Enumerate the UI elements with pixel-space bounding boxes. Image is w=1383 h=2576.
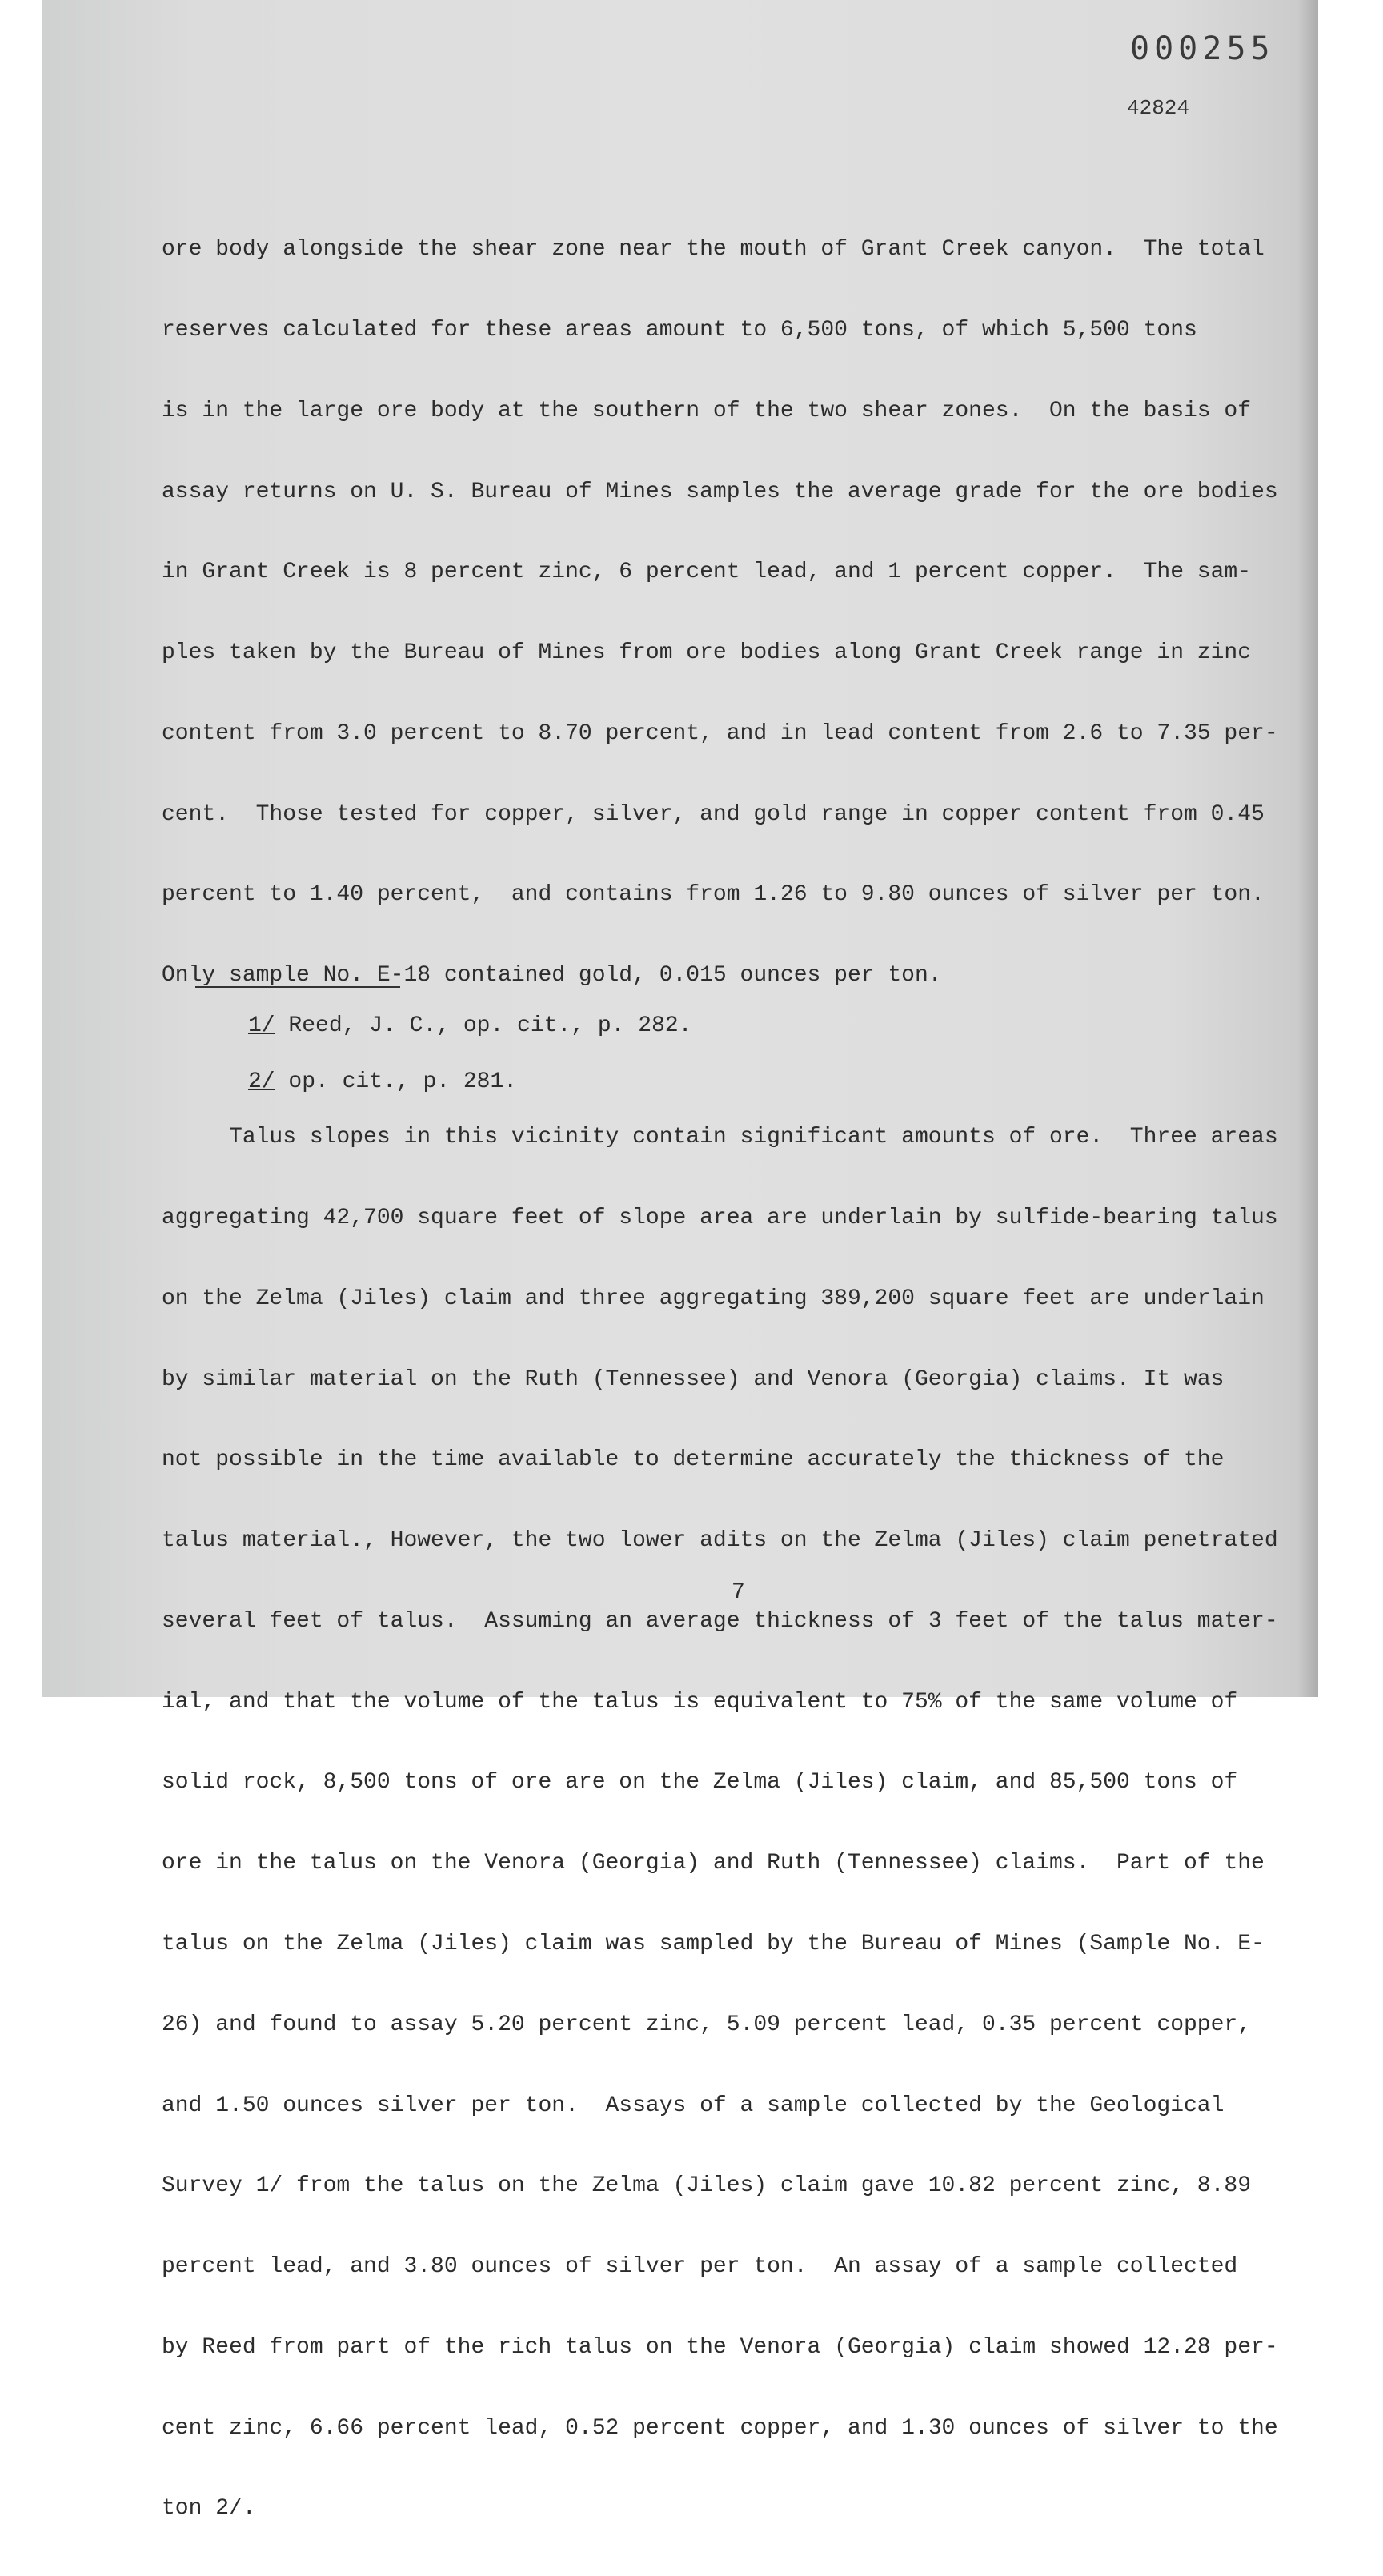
text-line: is in the large ore body at the southern of the two shear zones. On the basis of: [162, 398, 1252, 423]
text-line: cent. Those tested for copper, silver, and gold range in copper content from 0.45: [162, 801, 1265, 827]
text-line: on the Zelma (Jiles) claim and three aggregating 389,200 square feet are underlain: [162, 1286, 1265, 1311]
text-line: reserves calculated for these areas amount to 6,500 tons, of which 5,500 tons: [162, 317, 1197, 343]
footnotes: [248, 1013, 692, 1097]
footnote-1: [248, 1013, 692, 1041]
text-line: ton 2/.: [162, 2496, 256, 2522]
text-line: talus on the Zelma (Jiles) claim was sampled by the Bureau of Mines (Sample No. E-: [162, 1932, 1265, 1956]
text-line: Survey 1/ from the talus on the Zelma (Jiles) claim gave 10.82 percent zinc, 8.89: [162, 2173, 1252, 2199]
paragraph-talus-slopes: [162, 1070, 1314, 2576]
footnote-text: Reed, J. C., op. cit., p. 282.: [275, 1013, 692, 1038]
text-line: content from 3.0 percent to 8.70 percent, and in lead content from 2.6 to 7.35 per-: [162, 720, 1278, 746]
footnote-divider: [195, 986, 400, 988]
text-line: by similar material on the Ruth (Tennessee) and Venora (Georgia) claims. It was: [162, 1366, 1225, 1392]
text-line: percent lead, and 3.80 ounces of silver per ton. An assay of a sample collected: [162, 2254, 1238, 2280]
text-line: Only sample No. E-18 contained gold, 0.015 ounces per ton.: [162, 963, 942, 989]
text-line: 26) and found to assay 5.20 percent zinc, 5.09 percent lead, 0.35 percent copper,: [162, 2012, 1252, 2037]
text-line: by Reed from part of the rich talus on the Venora (Georgia) claim showed 12.28 per-: [162, 2334, 1278, 2360]
page-number: 7: [732, 1580, 745, 1605]
text-line: ial, and that the volume of the talus is equivalent to 75% of the same volume of: [162, 1689, 1238, 1715]
text-line: aggregating 42,700 square feet of slope area are underlain by sulfide-bearing talus: [162, 1205, 1278, 1230]
text-line: cent zinc, 6.66 percent lead, 0.52 percent copper, and 1.30 ounces of silver to the: [162, 2415, 1278, 2441]
text-line: and 1.50 ounces silver per ton. Assays of a sample collected by the Geological: [162, 2092, 1225, 2118]
document-page: [42, 0, 1318, 2522]
document-number: 42824: [1127, 96, 1190, 120]
text-line: in Grant Creek is 8 percent zinc, 6 percent lead, and 1 percent copper. The sam-: [162, 560, 1252, 585]
text-line: percent to 1.40 percent, and contains from 1.26 to 9.80 ounces of silver per ton.: [162, 882, 1265, 908]
footnote-mark: 1/: [248, 1013, 275, 1038]
paragraph-ore-reserves: [162, 183, 1314, 1043]
text-line: solid rock, 8,500 tons of ore are on the Zelma (Jiles) claim, and 85,500 tons of: [162, 1770, 1238, 1796]
footnote-2: [248, 1069, 692, 1097]
footnote-text: op. cit., p. 281.: [275, 1069, 518, 1094]
text-line: ore in the talus on the Venora (Georgia) and Ruth (Tennessee) claims. Part of the: [162, 1851, 1265, 1876]
text-line: Talus slopes in this vicinity contain significant amounts of ore. Three areas: [162, 1125, 1278, 1150]
text-line: ples taken by the Bureau of Mines from ore bodies along Grant Creek range in zinc: [162, 640, 1252, 666]
text-line: talus material., However, the two lower adits on the Zelma (Jiles) claim penetrated: [162, 1528, 1278, 1554]
archive-stamp-number: 000255: [1130, 30, 1275, 67]
text-line: assay returns on U. S. Bureau of Mines samples the average grade for the ore bodies: [162, 479, 1278, 504]
text-line: not possible in the time available to determine accurately the thickness of the: [162, 1447, 1225, 1473]
text-line: ore body alongside the shear zone near the mouth of Grant Creek canyon. The total: [162, 237, 1265, 263]
text-line: several feet of talus. Assuming an average thickness of 3 feet of the talus mater-: [162, 1608, 1278, 1634]
footnote-mark: 2/: [248, 1069, 275, 1094]
body-text: [162, 183, 1314, 2576]
